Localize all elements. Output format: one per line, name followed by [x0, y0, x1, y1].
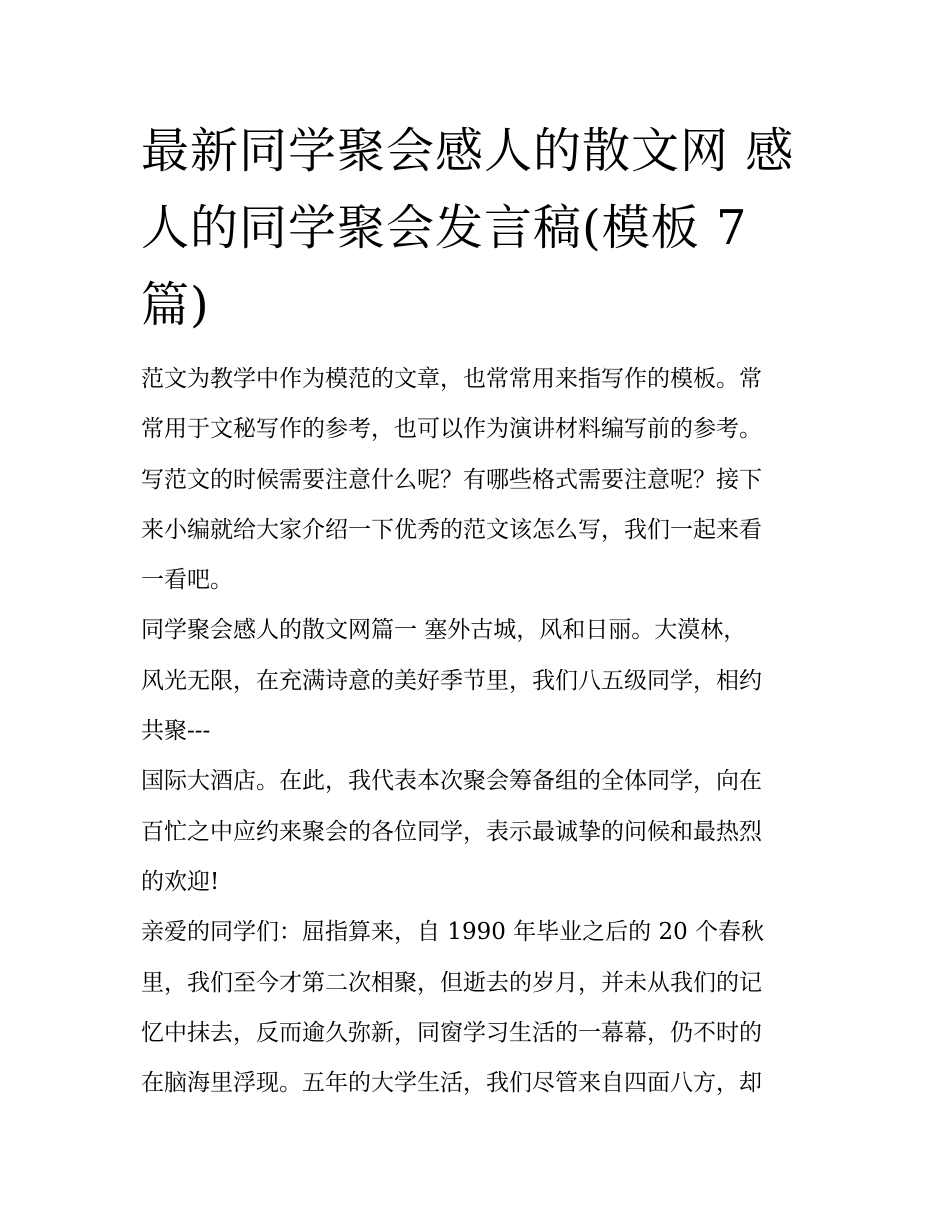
body-line: 一看吧。 [141, 567, 233, 594]
title-line: 篇) [141, 277, 210, 333]
body-line: 国际大酒店。在此，我代表本次聚会筹备组的全体同学，向在 [141, 768, 762, 795]
body-line: 来小编就给大家介绍一下优秀的范文该怎么写，我们一起来看 [141, 516, 762, 543]
body-line: 范文为教学中作为模范的文章，也常常用来指写作的模板。常 [141, 366, 762, 392]
document-title [141, 113, 821, 344]
title-line: 最新同学聚会感人的散文网 感 [141, 123, 795, 179]
body-line: 同学聚会感人的散文网篇一 塞外古城，风和日丽。大漠林， [141, 617, 747, 644]
body-line: 在脑海里浮现。五年的大学生活，我们尽管来自四面八方，却 [141, 1070, 762, 1097]
title-line: 人的同学聚会发言稿(模板 7 [141, 200, 748, 256]
body-line: 忆中抹去，反而逾久弥新，同窗学习生活的一幕幕，仍不时的 [141, 1019, 762, 1046]
document-body [141, 354, 831, 1108]
body-line: 里，我们至今才第二次相聚，但逝去的岁月，并未从我们的记 [141, 969, 762, 996]
body-line: 写范文的时候需要注意什么呢？有哪些格式需要注意呢？接下 [141, 466, 762, 493]
body-line: 共聚--- [141, 718, 211, 745]
body-line: 的欢迎! [141, 868, 220, 895]
body-line: 风光无限，在充满诗意的美好季节里，我们八五级同学，相约 [141, 667, 762, 694]
body-line: 百忙之中应约来聚会的各位同学，表示最诚挚的问候和最热烈 [141, 818, 762, 845]
body-line: 常用于文秘写作的参考，也可以作为演讲材料编写前的参考。 [141, 416, 762, 443]
body-line: 亲爱的同学们：屈指算来，自 1990 年毕业之后的 20 个春秋 [141, 919, 765, 946]
